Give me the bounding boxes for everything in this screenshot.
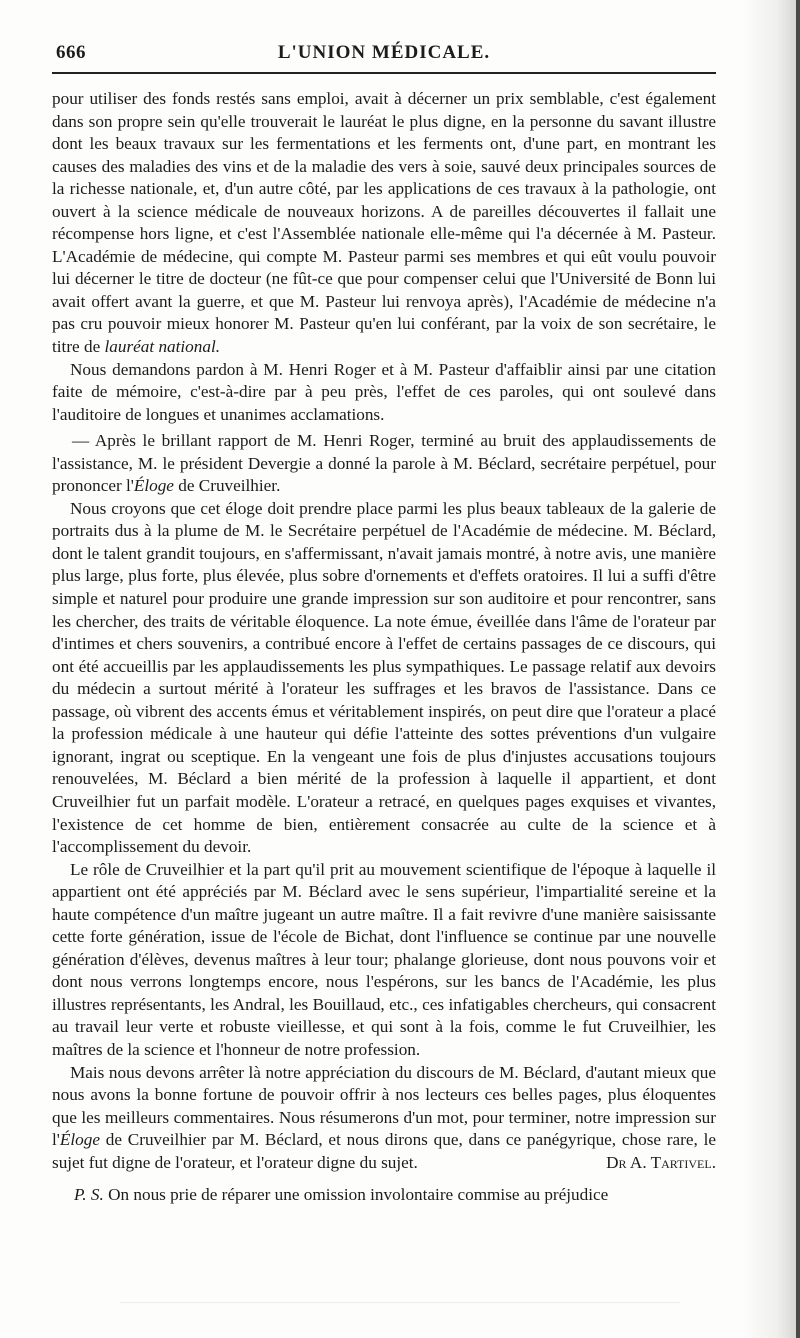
- paragraph-eloge-review: Nous croyons que cet éloge doit prendre place parmi les plus beaux tableaux de la galerie de portraits dus à la plume de M. le Secrétaire perpétuel de l'Académie de médecine. M. Béclard, dont le talent grandit toujours, en s'affermissant, n'avait jamais montré, à notre avis, une manière plus large, plus forte, plus élevée, plus sobre d'ornements et d'effets oratoires. Il lui a suffi d'être simple et naturel pour produire une grande impression sur son auditoire et pour rencontrer, sans les chercher, des traits de véritable éloquence. La note émue, éveillée dans l'âme de l'orateur par d'intimes et chers souvenirs, a contribué encore à l'effet de certains passages de ce discours, qui ont été accueillis par les applaudissements les plus sympathiques. Le passage relatif aux devoirs du médecin a surtout mérité à l'orateur les suffrages et les bravos de l'assistance. Dans ce passage, où vibrent des accents émus et véritablement inspirés, on peut dire que l'orateur a placé la profession médicale à une hauteur qui défie l'atteinte des sottes préventions d'un vulgaire ignorant, ingrat ou sceptique. En la vengeant une fois de plus d'injustes accusations toujours renouvelées, M. Béclard a bien mérité de la profession à laquelle il appartient, et dont Cruveilhier fut un parfait modèle. L'orateur a retracé, en quelques pages exquises et vivantes, l'existence de cet homme de bien, entièrement consacrée au culte de la science et à l'accomplissement du devoir.: [52, 498, 716, 857]
- paragraph-cruveilhier-role: Le rôle de Cruveilhier et la part qu'il prit au mouvement scientifique de l'époque à laquelle il appartient ont été appréciés par M. Béclard avec le sens supérieur, l'impartialité sereine et la haute compétence d'un maître jugeant un autre maître. Il a fait revivre d'une manière saisissante cette forte génération, issue de l'école de Bichat, dont l'influence se continue par une nouvelle génération d'élèves, devenus maîtres à leur tour; phalange glorieuse, dont nous pouvons voir et dont nous verrons longtemps encore, nous l'espérons, sur les bancs de l'Académie, les plus illustres représentants, les Andral, les Bouillaud, etc., ces infatigables chercheurs, qui consacrent au travail leur verte et robuste vieillesse, et qui sont à la fois, comme le fut Cruveilhier, les maîtres de la science et l'honneur de notre profession.: [52, 859, 716, 1059]
- page-number: 666: [56, 42, 86, 63]
- postscript: P. S. On nous prie de réparer une omission involontaire commise au préjudice: [74, 1185, 609, 1205]
- page-header: [52, 42, 716, 70]
- emphasis-eloge-2: Éloge: [59, 1130, 100, 1150]
- postscript-label: P. S.: [74, 1185, 104, 1205]
- emphasis-eloge: Éloge: [133, 476, 174, 496]
- paragraph-apology: Nous demandons pardon à M. Henri Roger et à M. Pasteur d'affaiblir ainsi par une citation faite de mémoire, c'est-à-dire par à peu près, l'effet de ces paroles, qui ont soulevé dans l'auditoire de longues et unanimes acclamations.: [52, 359, 716, 424]
- journal-title: L'UNION MÉDICALE.: [277, 42, 491, 63]
- header-rule: [52, 72, 716, 74]
- article-body: [52, 88, 716, 1207]
- bleed-through-footer: [120, 1302, 680, 1321]
- paragraph-conclusion: Mais nous devons arrêter là notre appréciation du discours de M. Béclard, d'autant mieux que nous avons la bonne fortune de pouvoir offrir à nos lecteurs ces belles pages, plus éloquentes que les meilleurs commentaires. Nous résumerons d'un mot, pour terminer, notre impression sur l'Éloge de Cruveilhier par M. Béclard, et nous dirons que, dans ce panégyrique, chose rare, le sujet fut digne de l'orateur, et l'orateur digne du sujet. Dr A. Tartivel.: [52, 1062, 716, 1175]
- author-signature: Dr A. Tartivel.: [606, 1152, 716, 1172]
- page-edge-shadow: [742, 0, 800, 1338]
- page-edge-line: [796, 0, 800, 1338]
- emphasis-laureat: lauréat national.: [104, 337, 221, 357]
- paragraph-beclard-intro: — Après le brillant rapport de M. Henri Roger, terminé au bruit des applaudissements de l'assistance, M. le président Devergie a donné la parole à M. Béclard, secrétaire perpétuel, pour prononcer l'Éloge de Cruveilhier.: [52, 431, 716, 496]
- paragraph-continuation: pour utiliser des fonds restés sans emploi, avait à décerner un prix semblable, c'est également dans son propre sein qu'elle trouverait le lauréat le plus digne, en la personne du savant illustre dont les beaux travaux sur les fermentations et les ferments ont, d'une part, en montrant les causes des maladies des vins et de la maladie des vers à soie, sauvé deux principales sources de la richesse nationale, et, d'un autre côté, par les applications de ces travaux à la pathologie, ont ouvert à la science médicale de nouveaux horizons. A de pareilles découvertes il fallait une récompense hors ligne, et c'est l'Assemblée nationale elle-même qui l'a décernée à M. Pasteur. L'Académie de médecine, qui compte M. Pasteur parmi ses membres et qui eût voulu pouvoir lui décerner le titre de docteur (ne fût-ce que pour compenser celui que l'Université de Bonn lui avait offert avant la guerre, et que M. Pasteur lui renvoya après), l'Académie de médecine n'a pas cru pouvoir mieux honorer M. Pasteur qu'en lui conférant, par la voix de son secrétaire, le titre de lauréat national.: [52, 89, 716, 357]
